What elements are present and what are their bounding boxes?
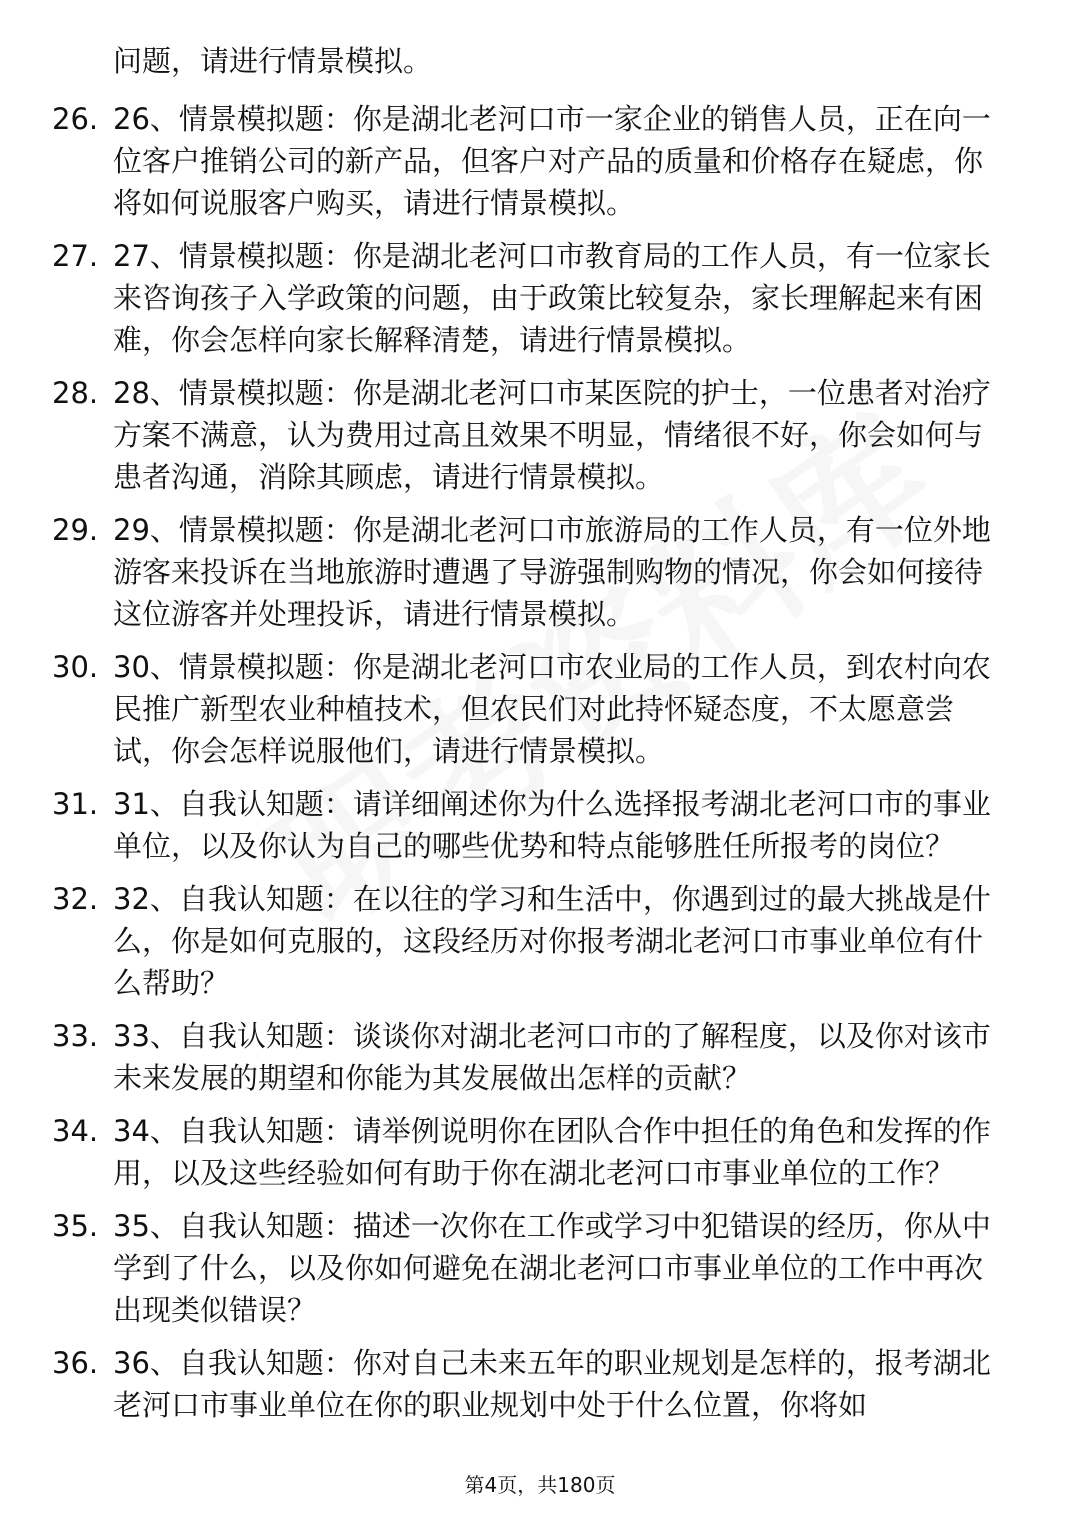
question-item — [52, 509, 1008, 635]
question-item — [52, 1015, 1008, 1099]
question-number: 28. — [52, 376, 99, 410]
question-item — [52, 878, 1008, 1004]
question-text: 31、自我认知题：请详细阐述你为什么选择报考湖北老河口市的事业单位，以及你认为自己的哪些优势和特点能够胜任所报考的岗位？ — [113, 787, 991, 863]
question-item — [52, 646, 1008, 772]
question-item — [52, 1205, 1008, 1331]
question-number: 30. — [52, 650, 99, 684]
question-number: 27. — [52, 239, 99, 273]
question-text: 30、情景模拟题：你是湖北老河口市农业局的工作人员，到农村向农民推广新型农业种植技术，但农民们对此持怀疑态度，不太愿意尝试，你会怎样说服他们，请进行情景模拟。 — [113, 650, 991, 768]
question-number: 29. — [52, 513, 99, 547]
question-number: 32. — [52, 882, 99, 916]
question-text: 29、情景模拟题：你是湖北老河口市旅游局的工作人员，有一位外地游客来投诉在当地旅游时遭遇了导游强制购物的情况，你会如何接待这位游客并处理投诉，请进行情景模拟。 — [113, 513, 991, 631]
question-text: 32、自我认知题：在以往的学习和生活中，你遇到过的最大挑战是什么，你是如何克服的，这段经历对你报考湖北老河口市事业单位有什么帮助？ — [113, 882, 991, 1000]
question-number: 35. — [52, 1209, 99, 1243]
question-text: 27、情景模拟题：你是湖北老河口市教育局的工作人员，有一位家长来咨询孩子入学政策的问题，由于政策比较复杂，家长理解起来有困难，你会怎样向家长解释清楚，请进行情景模拟。 — [113, 239, 991, 357]
question-text: 26、情景模拟题：你是湖北老河口市一家企业的销售人员，正在向一位客户推销公司的新产品，但客户对产品的质量和价格存在疑虑，你将如何说服客户购买，请进行情景模拟。 — [113, 102, 991, 220]
question-number: 36. — [52, 1346, 99, 1380]
question-item — [52, 372, 1008, 498]
question-number: 33. — [52, 1019, 99, 1053]
question-item — [52, 1110, 1008, 1194]
page-footer: 第4页，共180页 — [464, 1473, 616, 1497]
question-number: 34. — [52, 1114, 99, 1148]
continuation-text: 问题，请进行情景模拟。 — [113, 44, 433, 78]
question-text: 35、自我认知题：描述一次你在工作或学习中犯错误的经历，你从中学到了什么，以及你如何避免在湖北老河口市事业单位的工作中再次出现类似错误？ — [113, 1209, 991, 1327]
question-number: 31. — [52, 787, 99, 821]
question-number: 26. — [52, 102, 99, 136]
question-item — [52, 235, 1008, 361]
question-text: 36、自我认知题：你对自己未来五年的职业规划是怎样的，报考湖北老河口市事业单位在你的职业规划中处于什么位置，你将如 — [113, 1346, 991, 1422]
question-text: 34、自我认知题：请举例说明你在团队合作中担任的角色和发挥的作用，以及这些经验如何有助于你在湖北老河口市事业单位的工作？ — [113, 1114, 991, 1190]
question-item — [52, 1342, 1008, 1426]
question-text: 28、情景模拟题：你是湖北老河口市某医院的护士，一位患者对治疗方案不满意，认为费用过高且效果不明显，情绪很不好，你会如何与患者沟通，消除其顾虑，请进行情景模拟。 — [113, 376, 991, 494]
question-list — [52, 98, 1008, 1437]
question-text: 33、自我认知题：谈谈你对湖北老河口市的了解程度，以及你对该市未来发展的期望和你能为其发展做出怎样的贡献？ — [113, 1019, 991, 1095]
question-item — [52, 783, 1008, 867]
question-item — [52, 98, 1008, 224]
